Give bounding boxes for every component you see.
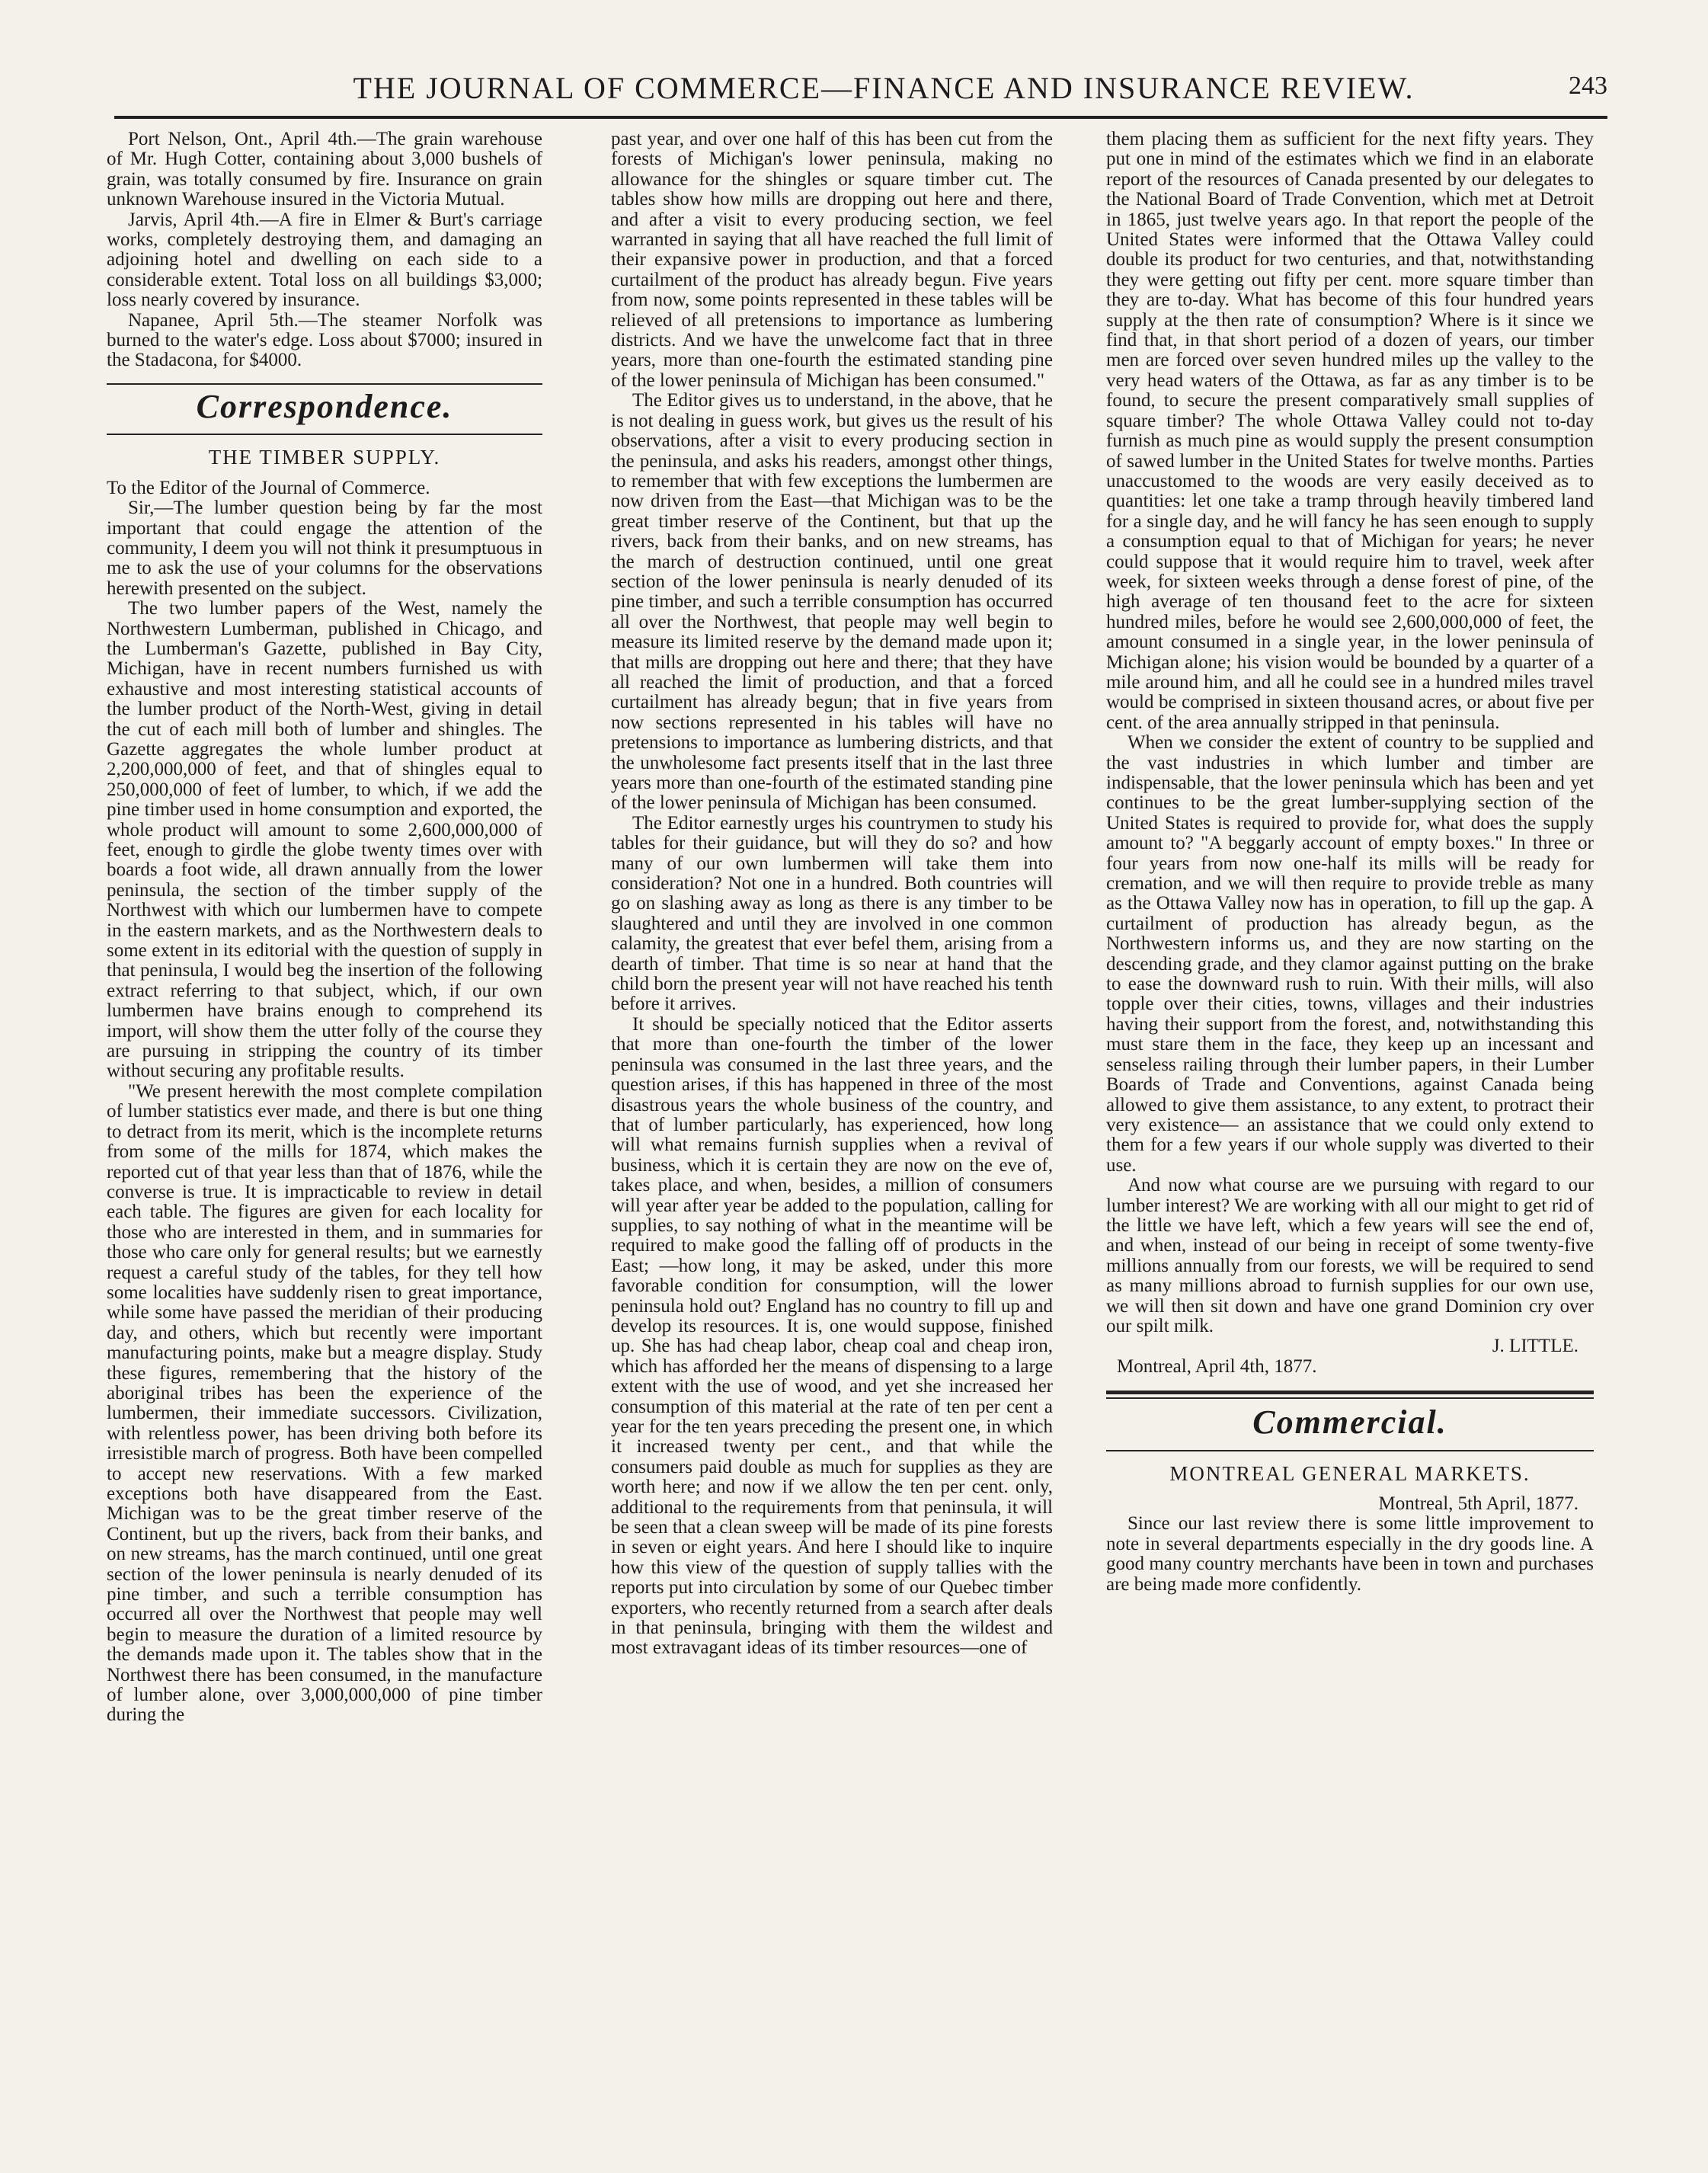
place-date: Montreal, April 4th, 1877. <box>1117 1355 1317 1377</box>
article-paragraph: "We present herewith the most complete compilation of lumber statistics ever made, and there is but one thing to detract from its merit, which is the incomplete returns from some of the mills for 1874, which makes the reported cut of that year less than that of 1876, while the converse is true. It is impracticable to review in detail each table. The figures are given for each locality for those who are interested in them, and in summaries for those who care only for general results; but we earnestly request a careful study of the tables, for they tell how some localities have suddenly risen to great importance, while some have passed the meridian of their producing day, and others, which but recently were important manufacturing points, make but a meagre display. Study these figures, remembering that the history of the aboriginal tribes has been the experience of the lumbermen, their immediate successors. Civilization, with relentless power, has been driving both before its irresistible march of progress. Both have been compelled to accept new reservations. With a few marked exceptions both have disappeared from the East. Michigan was to be the great timber reserve of the Continent, but up the rivers, back from their banks, and on new streams, has the march continued, until one great section of the lower peninsula is nearly denuded of its pine timber, and such a terrible consumption has occurred all over the Northwest that people may well begin to measure the duration of a limited resource by the demands made upon it. The tables show that in the Northwest there has been consumed, in the manufacture of lumber alone, over 3,000,000,000 of pine timber during the <box>107 1080 542 1726</box>
article-paragraph: past year, and over one half of this has been cut from the forests of Michigan's lower peninsula, making no allowance for the shingles or square timber cut. The tables show how mills are dropping out here and there, and after a visit to every producing section, we feel warranted in saying that all have reached the full limit of their expansive power in production, and that a forced curtailment of the product has already begun. Five years from now, some points represented in these tables will be relieved of all pretensions to importance as lumbering districts. And we have the unwelcome fact that in three years, more than one-fourth the estimated standing pine of the lower peninsula of Michigan has been consumed." <box>611 130 1053 391</box>
article-paragraph: them placing them as sufficient for the next fifty years. They put one in mind of the estimates which we find in an elaborate report of the resources of Canada presented by our delegates to the National Board of Trade Convention, which met at Detroit in 1865, just twelve years ago. In that report the people of the United States were informed that the Ottawa Valley could double its product for two centuries, and that, notwithstanding they were getting out fifty per cent. more square timber than they are to-day. What has become of this four hundred years supply at the then rate of consumption? Where is it since we find that, in that short period of a dozen of years, our timber men are forced over seven hundred miles up the valley to the very head waters of the Ottawa, as far as any timber is to be found, to secure the present comparatively small supplies of square timber? The whole Ottawa Valley could not to-day furnish as much pine as would supply the present consumption of sawed lumber in the United States for twelve months. Parties unaccustomed to the woods are very easily deceived as to quantities: let one take a tramp through heavily timbered land for a single day, and he will fancy he has seen enough to supply a consumption equal to that of Michigan for years; he never could suppose that it would require him to travel, week after week, for sixteen weeks through a dense forest of pine, of the high average of ten thousand feet to the acre for sixteen hundred miles, before he would see 2,600,000,000 of feet, the amount consumed in a single year, in the lower peninsula of Michigan alone; his vision would be bounded by a quarter of a mile around him, and all he could see in a hundred miles travel would be comprised in sixteen thousand acres, or about five per cent. of the area annually stripped in that peninsula. <box>1106 130 1594 733</box>
section-divider <box>1106 1397 1594 1399</box>
article-paragraph: And now what course are we pursuing with regard to our lumber interest? We are working with all our might to get rid of the little we have left, which a few years will see the end of, and when, instead of our being in receipt of some twenty-five millions annually from our forests, we will be required to send as many millions abroad to furnish supplies for our own use, we will then sit down and have one grand Dominion cry over our spilt milk. <box>1106 1175 1594 1336</box>
section-divider <box>1106 1450 1594 1451</box>
article-paragraph: The Editor gives us to understand, in the above, that he is not dealing in guess work, but gives us the result of his observations, after a visit to every producing section in the peninsula, and asks his readers, amongst other things, to remember that with few exceptions the lumbermen are now driven from the East—that Michigan was to be the great timber reserve of the Continent, but that up the rivers, back from their banks, and on new streams, has the march of destruction continued, until one great section of the lower peninsula is nearly denuded of its pine timber, and such a terrible consumption has occurred all over the Northwest, that people may well begin to measure its limited reserve by the demand made upon it; that mills are dropping out here and there; that they have all reached the limit of production, and that a forced curtailment has already begun; that in five years from now sections represented in his tables will have no pretensions to importance as lumbering districts, and that the unwholesome fact presents itself that in the last three years more than one-fourth of the estimated standing pine of the lower peninsula of Michigan has been consumed. <box>611 390 1053 814</box>
correspondence-heading: Correspondence. <box>196 387 453 425</box>
page-header <box>114 70 1607 116</box>
article-paragraph: It should be specially noticed that the Editor asserts that more than one-fourth the timber of the lower peninsula was consumed in the last three years, and the question arises, if this has happened in three of the most disastrous years the whole business of the country, and that of lumber particularly, has experienced, how long will what remains furnish supplies when a revival of business, which it is certain they are now on the eve of, takes place, and when, besides, a million of consumers will year after year be added to the population, calling for supplies, to say nothing of what in the meantime will be required to make good the falling off of products in the East; —how long, it may be asked, under this more favorable condition for consumption, will the lower peninsula hold out? England has no country to fill up and develop its resources. It is, one would suppose, finished up. She has had cheap labor, cheap coal and cheap iron, which has afforded her the means of dispensing to a large extent with the use of wood, and yet she increased her consumption of this material at the rate of ten per cent a year for the ten years preceding the present one, in which it increased twenty per cent., and that while the consumers paid double as much for supplies as they are worth here; and now if we allow the ten per cent. only, additional to the requirements from that peninsula, it will be seen that a clean sweep will be made of its pine forests in seven or eight years. And here I should like to inquire how this view of the question of supply tallies with the reports put into circulation by some of our Quebec timber exporters, who recently returned from a search after deals in that peninsula, bringing with them the wildest and most extravagant ideas of its timber resources—one of <box>611 1013 1053 1659</box>
header-rule <box>114 116 1607 119</box>
column-2 <box>611 130 1053 2120</box>
article-paragraph: When we consider the extent of country to be supplied and the vast industries in which lumber and timber are indispensable, that the lower peninsula which has been and yet continues to be the great lumber-supplying section of the United States is required to provide for, what does the supply amount to? "A beggarly account of empty boxes." In three or four years from now one-half its mills will be ready for cremation, and we will then require to provide treble as many as the Ottawa Valley now has in operation, to fill up the gap. A curtailment of production has already begun, as the Northwestern informs us, and they are now starting on the descending grade, and they clamor against putting on the brake to ease the downward rush to ruin. With their mills, will also topple over their cities, towns, villages and their industries having their support from the forest, and, notwithstanding this must stare them in the face, they keep up an incessant and senseless railing through their lumber papers, in their Lumber Boards of Trade and Conventions, against Canada being allowed to give them assistance, to any extent, to protract their very existence— an assistance that we could only extend to them for a few years if our whole supply was diverted to their use. <box>1106 732 1594 1176</box>
fire-note: Jarvis, April 4th.—A fire in Elmer & Burt's carriage works, completely destroying them, and damaging an adjoining hotel and dwelling on each side to a considerable extent. Total loss on all buildings $3,000; loss nearly covered by insurance. <box>107 209 542 311</box>
commercial-heading: Commercial. <box>1252 1403 1447 1442</box>
market-title: MONTREAL GENERAL MARKETS. <box>1169 1461 1530 1485</box>
column-1 <box>107 130 542 2120</box>
column-3 <box>1106 130 1594 2120</box>
article-title: THE TIMBER SUPPLY. <box>208 446 441 469</box>
fire-note: Napanee, April 5th.—The steamer Norfolk was burned to the water's edge. Loss about $7000; insured in the Stadacona, for $4000. <box>107 309 542 371</box>
market-paragraph: Since our last review there is some little improvement to note in several departments especially in the dry goods line. A good many country merchants have been in town and purchases are being made more confidently. <box>1106 1513 1594 1595</box>
salutation: To the Editor of the Journal of Commerce. <box>107 477 430 498</box>
article-paragraph: The Editor earnestly urges his countrymen to study his tables for their guidance, but will they do so? and how many of our own lumbermen will take them into consideration? Not one in a hundred. Both countries will go on slashing away as long as there is any timber to be slaughtered and until they are involved in one common calamity, the greatest that ever befel them, arising from a dearth of timber. That time is so near at hand that the child born the present year will not have reached his tenth before it arrives. <box>611 812 1053 1015</box>
journal-title: THE JOURNAL OF COMMERCE—FINANCE AND INSURANCE REVIEW. <box>353 71 1415 105</box>
section-divider <box>107 383 542 385</box>
fire-note: Port Nelson, Ont., April 4th.—The grain warehouse of Mr. Hugh Cotter, containing about 3,000 bushels of grain, was totally consumed by fire. Insurance on grain unknown Warehouse insured in the Victoria Mutual. <box>107 130 542 210</box>
article-paragraph: The two lumber papers of the West, namely the Northwestern Lumberman, published in Chicago, and the Lumberman's Gazette, published in Bay City, Michigan, have in recent numbers furnished us with exhaustive and most interesting statistical accounts of the lumber product of the North-West, giving in detail the cut of each mill both of lumber and shingles. The Gazette aggregates the whole lumber product at 2,200,000,000 of feet, and that of shingles equal to 250,000,000 of feet of lumber, to which, if we add the pine timber used in home consumption and exported, the whole product will amount to some 2,600,000,000 of feet, enough to girdle the globe twenty times over with boards a foot wide, all drawn annually from the lower peninsula, the section of the timber supply of the Northwest with which our lumbermen have to compete in the eastern markets, and as the Northwestern deals to some extent in its editorial with the question of supply in that peninsula, I would beg the insertion of the following extract referring to that subject, which, if our own lumbermen have brains enough to comprehend its import, will show them the utter folly of the course they are pursuing in stripping the country of its timber without securing any profitable results. <box>107 598 542 1082</box>
market-dateline: Montreal, 5th April, 1877. <box>1378 1493 1578 1514</box>
signature: J. LITTLE. <box>1492 1336 1578 1357</box>
article-paragraph: Sir,—The lumber question being by far the most important that could engage the attention of the community, I deem you will not think it presumptuous in me to ask the use of your columns for the observations herewith presented on the subject. <box>107 498 542 599</box>
page-number: 243 <box>1569 72 1607 100</box>
section-divider <box>1106 1391 1594 1394</box>
section-divider <box>107 434 542 435</box>
